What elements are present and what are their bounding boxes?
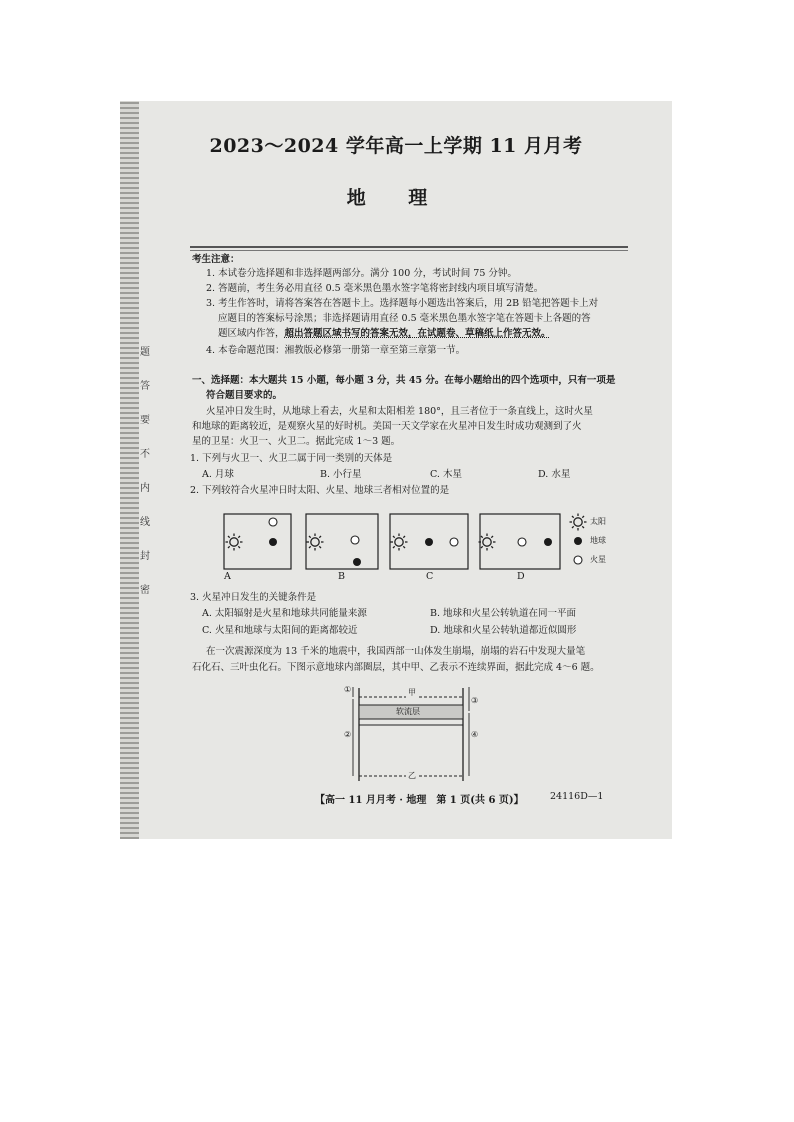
seal-char: 不 xyxy=(140,449,150,460)
notice-item: 应题目的答案标号涂黑；非选择题请用直径 0.5 毫米黑色墨水签字笔在答题卡上各题的答 xyxy=(218,313,591,324)
question-1-stem: 1. 下列与火卫一、火卫二属于同一类别的天体是 xyxy=(190,453,393,464)
legend-sun-icon xyxy=(570,514,587,531)
exam-title: 2023～2024 学年高一上学期 11 月月考 xyxy=(209,135,583,157)
boundary-label-yi: 乙 xyxy=(408,771,416,780)
seal-char: 密 xyxy=(140,585,150,596)
earth-icon xyxy=(425,538,433,546)
q3-option-d: D. 地球和火星公转轨道都近似圆形 xyxy=(430,625,577,636)
q1-option-a: A. 月球 xyxy=(202,469,234,480)
mars-icon xyxy=(269,518,277,526)
legend-earth-icon xyxy=(574,537,582,545)
boundary-label-jia: 甲 xyxy=(408,688,416,697)
mars-icon xyxy=(518,538,526,546)
notice-item: 1. 本试卷分选择题和非选择题两部分。满分 100 分，考试时间 75 分钟。 xyxy=(206,268,517,279)
marker-1: ① xyxy=(344,685,352,694)
notice-text: 题区域内作答， xyxy=(218,328,285,339)
section-heading: 一、选择题：本大题共 15 小题，每小题 3 分，共 45 分。在每小题给出的四个选项中，只有一项是 xyxy=(192,375,616,386)
question-3-stem: 3. 火星冲日发生的关键条件是 xyxy=(190,592,317,603)
box-label-b: B xyxy=(338,571,345,582)
q1-option-c: C. 木星 xyxy=(430,469,462,480)
layer-label: 软流层 xyxy=(396,707,420,716)
q1-option-d: D. 水星 xyxy=(538,469,571,480)
box-label-d: D xyxy=(517,571,525,582)
sun-icon xyxy=(391,534,408,551)
sun-icon xyxy=(307,534,324,551)
marker-4: ④ xyxy=(471,730,479,739)
earth-icon xyxy=(544,538,552,546)
option-box-a xyxy=(224,514,291,569)
notice-heading: 考生注意： xyxy=(192,254,240,265)
passage-text: 在一次震源深度为 13 千米的地震中，我国西部一山体发生崩塌，崩塌的岩石中发现大量笔 xyxy=(206,646,586,657)
q2-diagrams xyxy=(120,101,672,839)
mars-icon xyxy=(450,538,458,546)
notice-item: 4. 本卷命题范围：湘教版必修第一册第一章至第三章第一节。 xyxy=(206,345,466,356)
sun-icon xyxy=(226,534,243,551)
seal-char: 线 xyxy=(140,517,150,528)
legend-sun-label: 太阳 xyxy=(590,517,606,526)
exam-subject: 地 理 xyxy=(346,187,446,209)
sun-icon xyxy=(479,534,496,551)
seal-char: 题 xyxy=(140,347,150,358)
passage-text: 石化石、三叶虫化石。下图示意地球内部圈层，其中甲、乙表示不连续界面，据此完成 4～6 题。 xyxy=(192,662,600,673)
notice-emphasis: 超出答题区域书写的答案无效，在试题卷、草稿纸上作答无效。 xyxy=(284,328,551,339)
box-label-a: A xyxy=(224,571,231,582)
q3-option-c: C. 火星和地球与太阳间的距离都较近 xyxy=(202,625,358,636)
scanned-page xyxy=(120,101,672,839)
seal-char: 答 xyxy=(140,381,150,392)
paper-code: 24116D—1 xyxy=(550,791,604,802)
marker-3: ③ xyxy=(471,696,479,705)
q1-option-b: B. 小行星 xyxy=(320,469,362,480)
notice-item: 3. 考生作答时，请将答案答在答题卡上。选择题每小题选出答案后，用 2B 铅笔把答题卡上对 xyxy=(206,298,599,309)
seal-char: 封 xyxy=(140,551,150,562)
notice-item: 2. 答题前，考生务必用直径 0.5 毫米黑色墨水签字笔将密封线内项目填写清楚。 xyxy=(206,283,544,294)
seal-char: 内 xyxy=(140,483,150,494)
legend-mars-icon xyxy=(574,556,582,564)
option-box-b xyxy=(306,514,378,569)
earth-icon xyxy=(353,558,361,566)
passage-text: 和地球的距离较近，是观察火星的好时机。美国一天文学家在火星冲日发生时成功观测到了火 xyxy=(192,421,582,432)
passage-text: 火星冲日发生时，从地球上看去，火星和太阳相差 180°，且三者位于一条直线上，这时火星 xyxy=(206,406,593,417)
section-heading-cont: 符合题目要求的。 xyxy=(206,390,283,401)
box-label-c: C xyxy=(426,571,434,582)
earth-icon xyxy=(269,538,277,546)
q3-option-a: A. 太阳辐射是火星和地球共同能量来源 xyxy=(202,608,367,619)
mars-icon xyxy=(351,536,359,544)
marker-2: ② xyxy=(344,730,352,739)
question-2-stem: 2. 下列较符合火星冲日时太阳、火星、地球三者相对位置的是 xyxy=(190,485,450,496)
page-footer: 【高一 11 月月考 · 地理 第 1 页(共 6 页)】 xyxy=(315,795,524,806)
seal-char: 要 xyxy=(140,415,150,426)
passage-text: 星的卫星：火卫一、火卫二。据此完成 1～3 题。 xyxy=(192,436,401,447)
legend-mars-label: 火星 xyxy=(590,555,606,564)
legend-earth-label: 地球 xyxy=(590,536,606,545)
q3-option-b: B. 地球和火星公转轨道在同一平面 xyxy=(430,608,577,619)
